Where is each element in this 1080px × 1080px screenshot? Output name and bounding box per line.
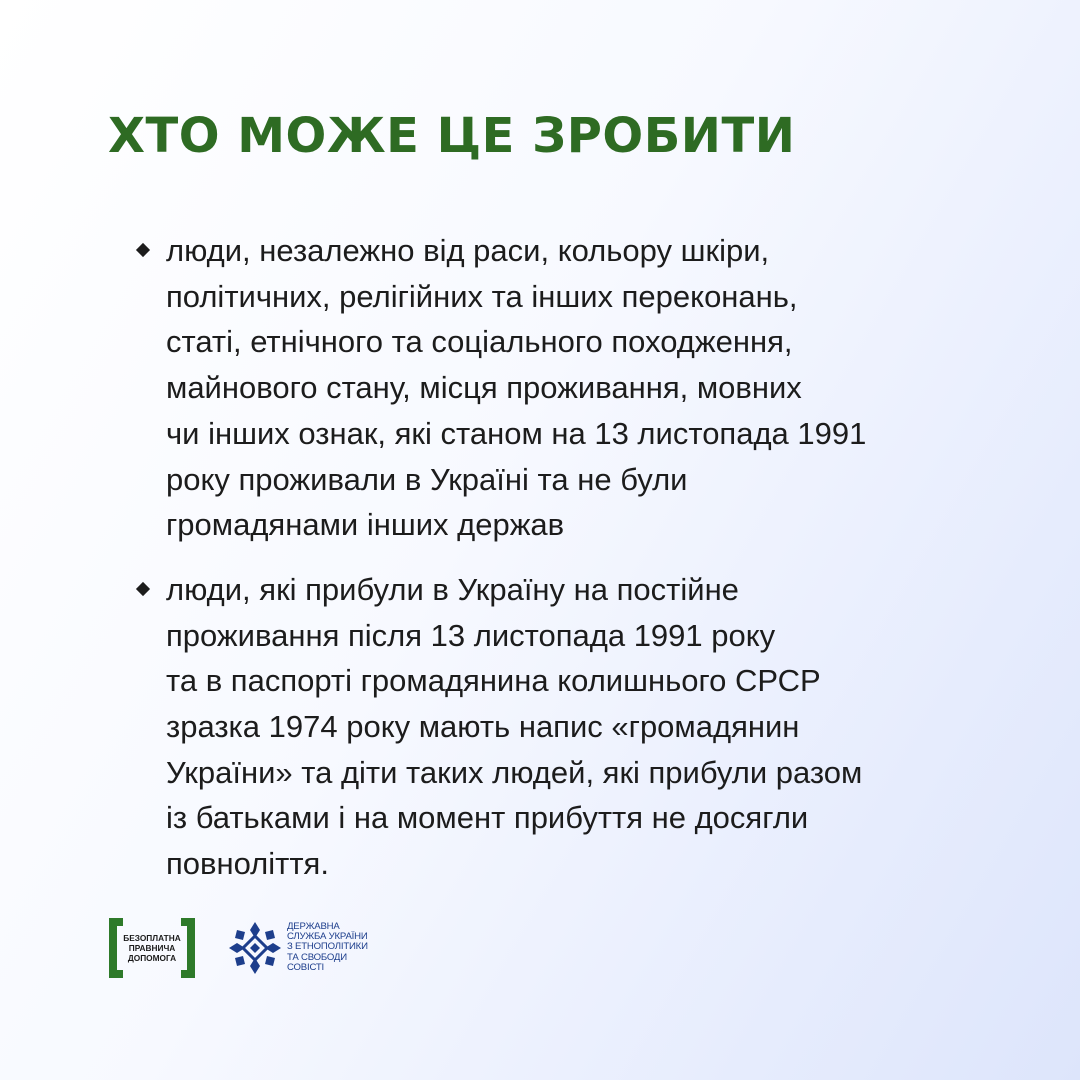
free-legal-aid-logo (109, 918, 195, 978)
ethnopolitics-service-logo (227, 920, 377, 978)
eligibility-list (134, 228, 994, 906)
page-title: ХТО МОЖЕ ЦЕ ЗРОБИТИ (108, 108, 796, 164)
item-line: року проживали в Україні та не були (166, 461, 688, 497)
item-line: люди, які прибули в Україну на постійне (166, 571, 739, 607)
diamond-bullet-icon (136, 582, 150, 596)
item-line: проживання після 13 листопада 1991 року (166, 617, 776, 653)
diamond-bullet-icon (136, 243, 150, 257)
item-line: повноліття. (166, 846, 329, 882)
item-line: України» та діти таких людей, які прибули разом (166, 754, 863, 790)
ornament-emblem-icon (227, 920, 283, 976)
item-line: політичних, релігійних та інших переконань, (166, 278, 798, 314)
item-line: статі, етнічного та соціального походження, (166, 324, 793, 360)
item-line: громадянами інших держав (166, 507, 565, 543)
right-bracket-icon (181, 918, 195, 978)
item-line: із батьками і на момент прибуття не досягли (166, 800, 809, 836)
item-line: зразка 1974 року мають напис «громадянин (166, 709, 800, 745)
free-legal-aid-logo-text: БЕЗОПЛАТНА ПРАВНИЧА ДОПОМОГА (123, 933, 181, 963)
list-item (134, 567, 994, 887)
item-line: майнового стану, місця проживання, мовних (166, 370, 802, 406)
item-line: чи інших ознак, які станом на 13 листопада 1991 (166, 415, 867, 451)
ethnopolitics-service-logo-text: ДЕРЖАВНА СЛУЖБА УКРАЇНИ З ЕТНОПОЛІТИКИ ТА СВОБОДИ СОВІСТІ (287, 921, 368, 973)
item-line: та в паспорті громадянина колишнього СРСР (166, 663, 821, 699)
list-item (134, 228, 994, 548)
item-line: люди, незалежно від раси, кольору шкіри, (166, 233, 770, 268)
